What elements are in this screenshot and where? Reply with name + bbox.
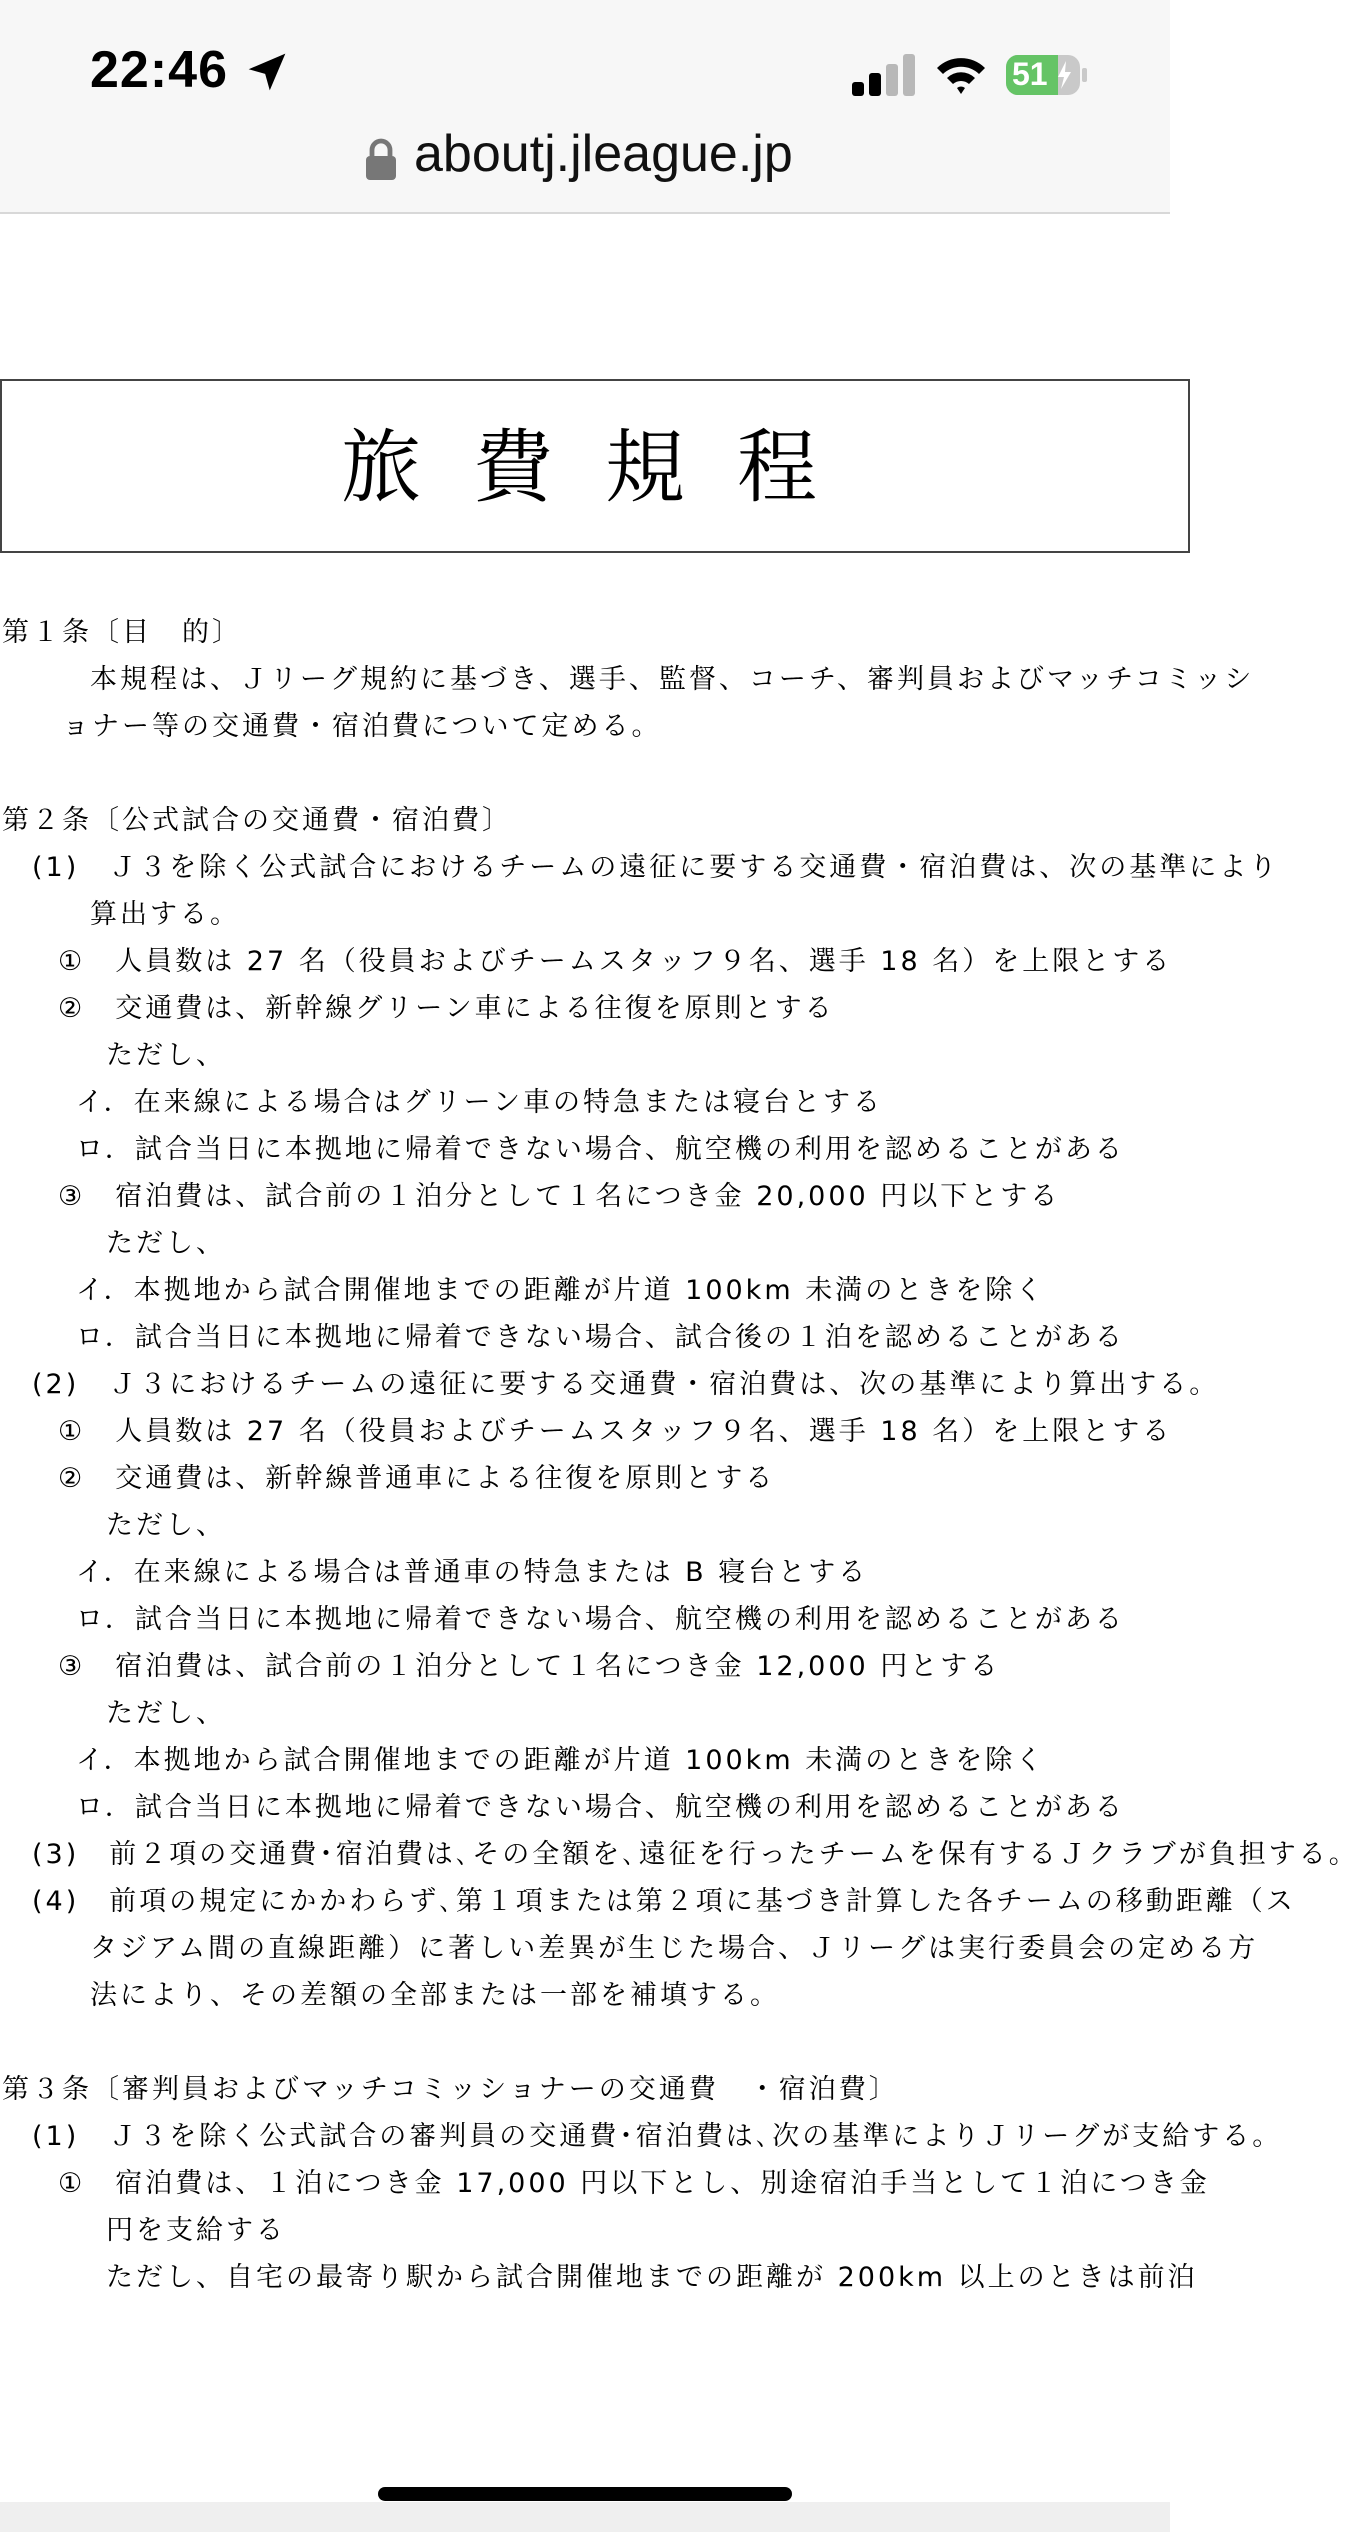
url-text[interactable]: aboutj.jleague.jp (414, 125, 793, 183)
article-3-clause: (1) Ｊ３を除く公式試合の審判員の交通費･宿泊費は､次の基準によりＪリーグが支給する。 (32, 2121, 1283, 2152)
article-2-item: ③ 宿泊費は、試合前の１泊分として１名につき金 20,000 円以下とする (58, 1181, 1061, 1212)
document-title-box (0, 379, 1190, 553)
article-2-item: ② 交通費は、新幹線グリーン車による往復を原則とする (58, 993, 835, 1024)
article-2-item: ただし、 (106, 1040, 226, 1071)
cellular-signal-icon (852, 54, 916, 96)
lock-icon (366, 138, 396, 180)
article-2-clause: 法により、その差額の全部または一部を補填する。 (90, 1980, 780, 2011)
article-2-subitem: ロ．試合当日に本拠地に帰着できない場合、航空機の利用を認めることがある (76, 1792, 1125, 1823)
article-2-subitem: ロ．試合当日に本拠地に帰着できない場合、航空機の利用を認めることがある (76, 1604, 1125, 1635)
browser-address-bar[interactable] (0, 120, 1170, 214)
article-2-subitem: イ．本拠地から試合開催地までの距離が片道 100km 未満のときを除く (76, 1275, 1046, 1306)
article-3-item: ① 宿泊費は、１泊につき金 17,000 円以下とし、別途宿泊手当として１泊につき金 (58, 2168, 1210, 2199)
wifi-icon (935, 52, 987, 96)
article-2-item: ただし、 (106, 1698, 226, 1729)
document-title: 旅費規程 (341, 421, 869, 514)
article-1-text: ョナー等の交通費・宿泊費について定める。 (62, 711, 662, 742)
article-2-subitem: イ．本拠地から試合開催地までの距離が片道 100km 未満のときを除く (76, 1745, 1046, 1776)
article-1-heading: 第１条〔目 的〕 (2, 617, 242, 648)
article-2-heading: 第２条〔公式試合の交通費・宿泊費〕 (2, 805, 512, 836)
article-3-item: 円を支給する (106, 2215, 286, 2246)
document-page (0, 214, 1359, 2494)
article-2-clause: (2) Ｊ３におけるチームの遠征に要する交通費・宿泊費は、次の基準により算出する。 (32, 1369, 1220, 1400)
battery-charging-icon (1006, 55, 1088, 95)
article-2-subitem: ロ．試合当日に本拠地に帰着できない場合、試合後の１泊を認めることがある (76, 1322, 1125, 1353)
article-2-item: ① 人員数は 27 名（役員およびチームスタッフ９名、選手 18 名）を上限とする (58, 946, 1173, 977)
home-indicator[interactable] (378, 2487, 792, 2501)
article-2-clause: (4) 前項の規定にかかわらず､第１項または第２項に基づき計算した各チームの移動距離（ス (32, 1886, 1296, 1917)
article-3-item: ただし、自宅の最寄り駅から試合開催地までの距離が 200km 以上のときは前泊 (106, 2262, 1198, 2293)
status-bar (0, 0, 1170, 120)
article-2-clause: タジアム間の直線距離）に著しい差異が生じた場合、Ｊリーグは実行委員会の定める方 (90, 1933, 1259, 1964)
article-2-item: ② 交通費は、新幹線普通車による往復を原則とする (58, 1463, 776, 1494)
article-2-clause: (3) 前２項の交通費･宿泊費は､その全額を､遠征を行ったチームを保有するＪクラブが負担する。 (32, 1839, 1359, 1870)
article-3-heading: 第３条〔審判員およびマッチコミッショナーの交通費 ・宿泊費〕 (2, 2074, 899, 2105)
article-2-item: ただし、 (106, 1510, 226, 1541)
status-time: 22:46 (90, 41, 228, 99)
article-2-subitem: ロ．試合当日に本拠地に帰着できない場合、航空機の利用を認めることがある (76, 1134, 1125, 1165)
article-1-text: 本規程は、Ｊリーグ規約に基づき、選手、監督、コーチ、審判員およびマッチコミッシ (90, 664, 1255, 695)
article-2-clause: (1) Ｊ３を除く公式試合におけるチームの遠征に要する交通費・宿泊費は、次の基準により (32, 852, 1280, 883)
article-2-item: ① 人員数は 27 名（役員およびチームスタッフ９名、選手 18 名）を上限とする (58, 1416, 1173, 1447)
article-2-clause: 算出する。 (90, 899, 240, 930)
bottom-toolbar-edge (0, 2502, 1170, 2532)
article-2-item: ただし、 (106, 1228, 226, 1259)
location-arrow-icon (245, 50, 289, 94)
article-2-item: ③ 宿泊費は、試合前の１泊分として１名につき金 12,000 円とする (58, 1651, 1001, 1682)
article-2-subitem: イ．在来線による場合は普通車の特急または B 寝台とする (76, 1557, 869, 1588)
article-2-subitem: イ．在来線による場合はグリーン車の特急または寝台とする (76, 1087, 884, 1118)
battery-level: 51 (1012, 56, 1048, 92)
